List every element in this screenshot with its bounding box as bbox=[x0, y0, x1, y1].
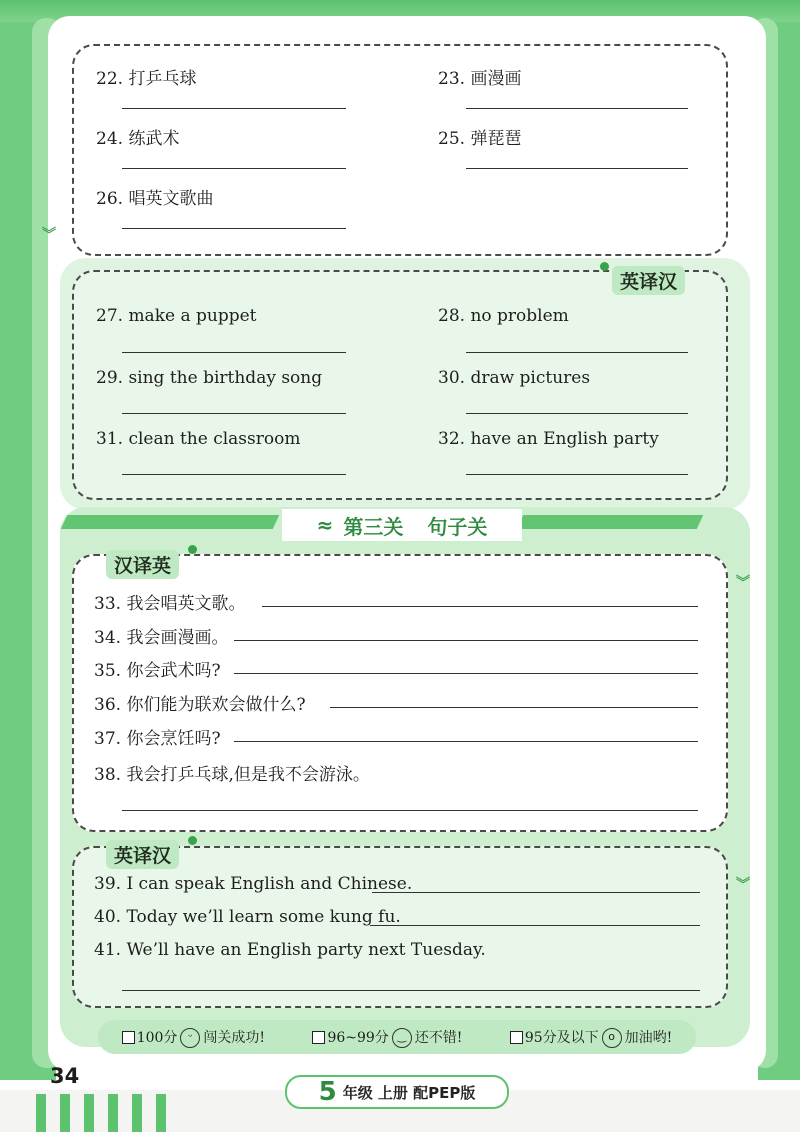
tag-dot bbox=[188, 545, 197, 554]
item-32: 32. have an English party bbox=[438, 429, 659, 449]
cheer-face-icon: o bbox=[602, 1028, 622, 1048]
bottom-stripes bbox=[36, 1094, 226, 1132]
answer-line[interactable] bbox=[466, 352, 688, 353]
item-34: 34. 我会画漫画。 bbox=[94, 628, 229, 648]
stage-title bbox=[282, 509, 522, 541]
stage-name: 第三关 bbox=[343, 514, 404, 539]
answer-line[interactable] bbox=[466, 108, 688, 109]
item-39: 39. I can speak English and Chinese. bbox=[94, 874, 413, 894]
section-tag-en-to-cn: 英译汉 bbox=[106, 840, 179, 869]
tag-dot bbox=[188, 836, 197, 845]
item-22: 22. 打乒乓球 bbox=[96, 69, 197, 89]
answer-line[interactable] bbox=[370, 925, 700, 926]
answer-line[interactable] bbox=[234, 673, 698, 674]
item-31: 31. clean the classroom bbox=[96, 429, 301, 449]
grade-badge bbox=[285, 1075, 509, 1109]
section-tag-en-to-cn: 英译汉 bbox=[612, 266, 685, 295]
page-number: 34 bbox=[50, 1064, 80, 1088]
laughing-face-icon: ᵕ bbox=[180, 1028, 200, 1048]
answer-line[interactable] bbox=[262, 606, 698, 607]
answer-line[interactable] bbox=[372, 892, 700, 893]
answer-line[interactable] bbox=[122, 108, 346, 109]
section4-box bbox=[72, 846, 728, 1008]
answer-line[interactable] bbox=[122, 474, 346, 475]
answer-line[interactable] bbox=[466, 168, 688, 169]
chevron-down-icon: ︾ bbox=[42, 227, 56, 243]
item-38: 38. 我会打乒乓球,但是我不会游泳。 bbox=[94, 765, 370, 785]
score-option-95-below[interactable]: 95分及以下 o 加油哟! bbox=[510, 1027, 672, 1048]
item-28: 28. no problem bbox=[438, 306, 569, 326]
checkbox-icon[interactable] bbox=[122, 1031, 135, 1044]
answer-line[interactable] bbox=[234, 741, 698, 742]
answer-line[interactable] bbox=[234, 640, 698, 641]
answer-line[interactable] bbox=[122, 352, 346, 353]
answer-line[interactable] bbox=[122, 413, 346, 414]
section-tag-cn-to-en: 汉译英 bbox=[106, 550, 179, 579]
chevron-down-icon: ︾ bbox=[736, 877, 750, 893]
item-36: 36. 你们能为联欢会做什么? bbox=[94, 695, 306, 715]
answer-line[interactable] bbox=[122, 990, 700, 991]
item-35: 35. 你会武术吗? bbox=[94, 661, 221, 681]
tag-dot bbox=[600, 262, 609, 271]
item-33: 33. 我会唱英文歌。 bbox=[94, 594, 246, 614]
score-bar bbox=[98, 1020, 696, 1054]
item-37: 37. 你会烹饪吗? bbox=[94, 729, 221, 749]
checkbox-icon[interactable] bbox=[510, 1031, 523, 1044]
grade-number: 5 bbox=[318, 1077, 337, 1107]
answer-line[interactable] bbox=[122, 228, 346, 229]
stage-subtitle: 句子关 bbox=[427, 514, 488, 539]
item-29: 29. sing the birthday song bbox=[96, 368, 323, 388]
answer-line[interactable] bbox=[122, 168, 346, 169]
score-option-100[interactable]: 100分 ᵕ 闯关成功! bbox=[122, 1027, 265, 1048]
wave-icon: ≈ bbox=[316, 513, 334, 537]
grade-text: 年级 上册 配PEP版 bbox=[342, 1083, 476, 1102]
item-25: 25. 弹琵琶 bbox=[438, 129, 522, 149]
item-24: 24. 练武术 bbox=[96, 129, 180, 149]
chevron-down-icon: ︾ bbox=[736, 575, 750, 591]
item-26: 26. 唱英文歌曲 bbox=[96, 189, 214, 209]
score-option-96-99[interactable]: 96~99分 ‿ 还不错! bbox=[312, 1027, 462, 1048]
answer-line[interactable] bbox=[466, 413, 688, 414]
answer-line[interactable] bbox=[330, 707, 698, 708]
item-41: 41. We’ll have an English party next Tuesday. bbox=[94, 940, 486, 960]
title-bar-left bbox=[61, 515, 280, 529]
item-40: 40. Today we’ll learn some kung fu. bbox=[94, 907, 401, 927]
smiling-face-icon: ‿ bbox=[392, 1028, 412, 1048]
answer-line[interactable] bbox=[122, 810, 698, 811]
item-23: 23. 画漫画 bbox=[438, 69, 522, 89]
answer-line[interactable] bbox=[466, 474, 688, 475]
title-bar-right bbox=[517, 515, 704, 529]
item-30: 30. draw pictures bbox=[438, 368, 591, 388]
item-27: 27. make a puppet bbox=[96, 306, 257, 326]
checkbox-icon[interactable] bbox=[312, 1031, 325, 1044]
